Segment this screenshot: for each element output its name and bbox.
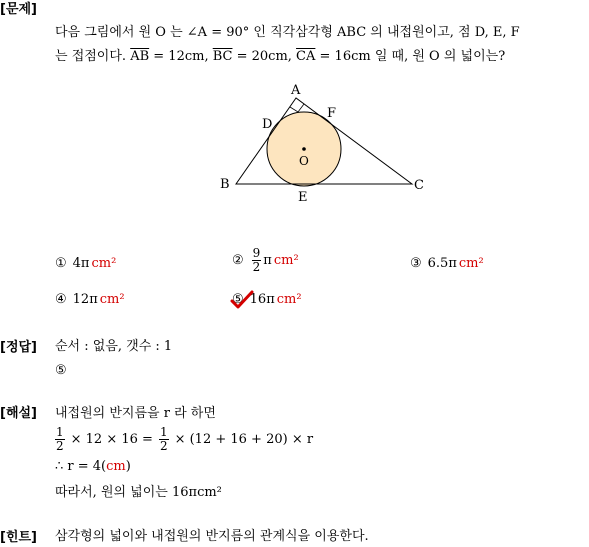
eq-fraction-1-den: 2 <box>56 439 64 453</box>
choice-1[interactable] <box>55 255 116 273</box>
eq-right: × (12 + 16 + 20) × r <box>174 431 314 447</box>
choice-4[interactable] <box>55 291 125 309</box>
eq-fraction-2-num: 1 <box>159 425 168 439</box>
radius-unit: cm <box>106 459 126 474</box>
right-angle-mark <box>290 104 304 112</box>
choice-3-coef: 6.5π <box>427 256 457 271</box>
choice-5-number: ⑤ <box>232 292 244 307</box>
label-b: B <box>220 177 230 192</box>
explanation-equation <box>55 426 313 453</box>
segment-bc-value: = 20cm, <box>232 49 297 64</box>
choice-1-number: ① <box>55 256 67 271</box>
label-o: O <box>299 154 309 168</box>
label-c: C <box>414 178 424 193</box>
choice-3[interactable] <box>410 255 484 273</box>
eq-fraction-1-num: 1 <box>56 425 64 439</box>
radius-close: ) <box>125 459 131 474</box>
choice-2-fraction-den: 2 <box>252 260 261 274</box>
segment-bc: $\overline{BC}$ <box>212 49 233 64</box>
problem-line-2 <box>55 48 505 66</box>
choice-4-number: ④ <box>55 292 67 307</box>
answer-value: ⑤ <box>55 363 67 378</box>
triangle-figure <box>210 80 450 210</box>
radius-result: ∴ r = 4( <box>55 459 107 474</box>
center-point <box>302 147 306 151</box>
choice-3-number: ③ <box>410 256 422 271</box>
eq-left: × 12 × 16 = <box>70 431 153 447</box>
choice-1-coef: 4π <box>72 256 90 271</box>
segment-ca-value: = 16cm 일 때, 원 O 의 넓이는? <box>315 49 506 64</box>
choice-2[interactable] <box>232 247 299 274</box>
answer-label: [정답] <box>0 340 37 355</box>
explanation-line-4: 따라서, 원의 넓이는 16πcm² <box>55 485 222 500</box>
label-d: D <box>262 117 273 132</box>
choice-2-unit: cm² <box>273 252 299 268</box>
choice-4-unit: cm² <box>99 292 125 307</box>
choice-2-fraction-num: 9 <box>252 246 261 260</box>
choice-2-coef: π <box>263 252 272 268</box>
eq-fraction-2 <box>159 426 169 453</box>
problem-line-1: 다음 그림에서 원 O 는 ∠A = 90° 인 직각삼각형 ABC 의 내접원이고, 점 D, E, F <box>55 25 520 40</box>
checkmark-icon <box>230 290 254 310</box>
choice-1-unit: cm² <box>91 256 117 271</box>
problem-label: [문제] <box>0 2 37 17</box>
segment-ab: $\overline{AB}$ <box>130 49 150 64</box>
explanation-line-1: 내접원의 반지름을 r 라 하면 <box>55 406 216 421</box>
segment-ca: $\overline{CA}$ <box>296 49 316 64</box>
choice-3-unit: cm² <box>458 256 484 271</box>
explanation-line-3 <box>55 458 131 476</box>
choice-2-fraction <box>252 247 262 274</box>
explanation-label: [해설] <box>0 406 37 421</box>
choice-5-coef: 16π <box>249 292 275 307</box>
label-e: E <box>298 190 308 205</box>
label-a: A <box>291 83 301 98</box>
label-f: F <box>327 106 337 121</box>
answer-meta: 순서 : 없음, 갯수 : 1 <box>55 339 173 354</box>
hint-label: [힌트] <box>0 530 37 545</box>
segment-ab-value: = 12cm, <box>149 49 213 64</box>
hint-text: 삼각형의 넓이와 내접원의 반지름의 관계식을 이용한다. <box>55 529 369 544</box>
choice-5-unit: cm² <box>276 292 302 307</box>
eq-fraction-1 <box>55 426 65 453</box>
choice-2-number: ② <box>232 252 244 268</box>
choice-4-coef: 12π <box>72 292 98 307</box>
problem-line-2-start: 는 접점이다. <box>55 49 131 64</box>
eq-fraction-2-den: 2 <box>159 439 168 453</box>
